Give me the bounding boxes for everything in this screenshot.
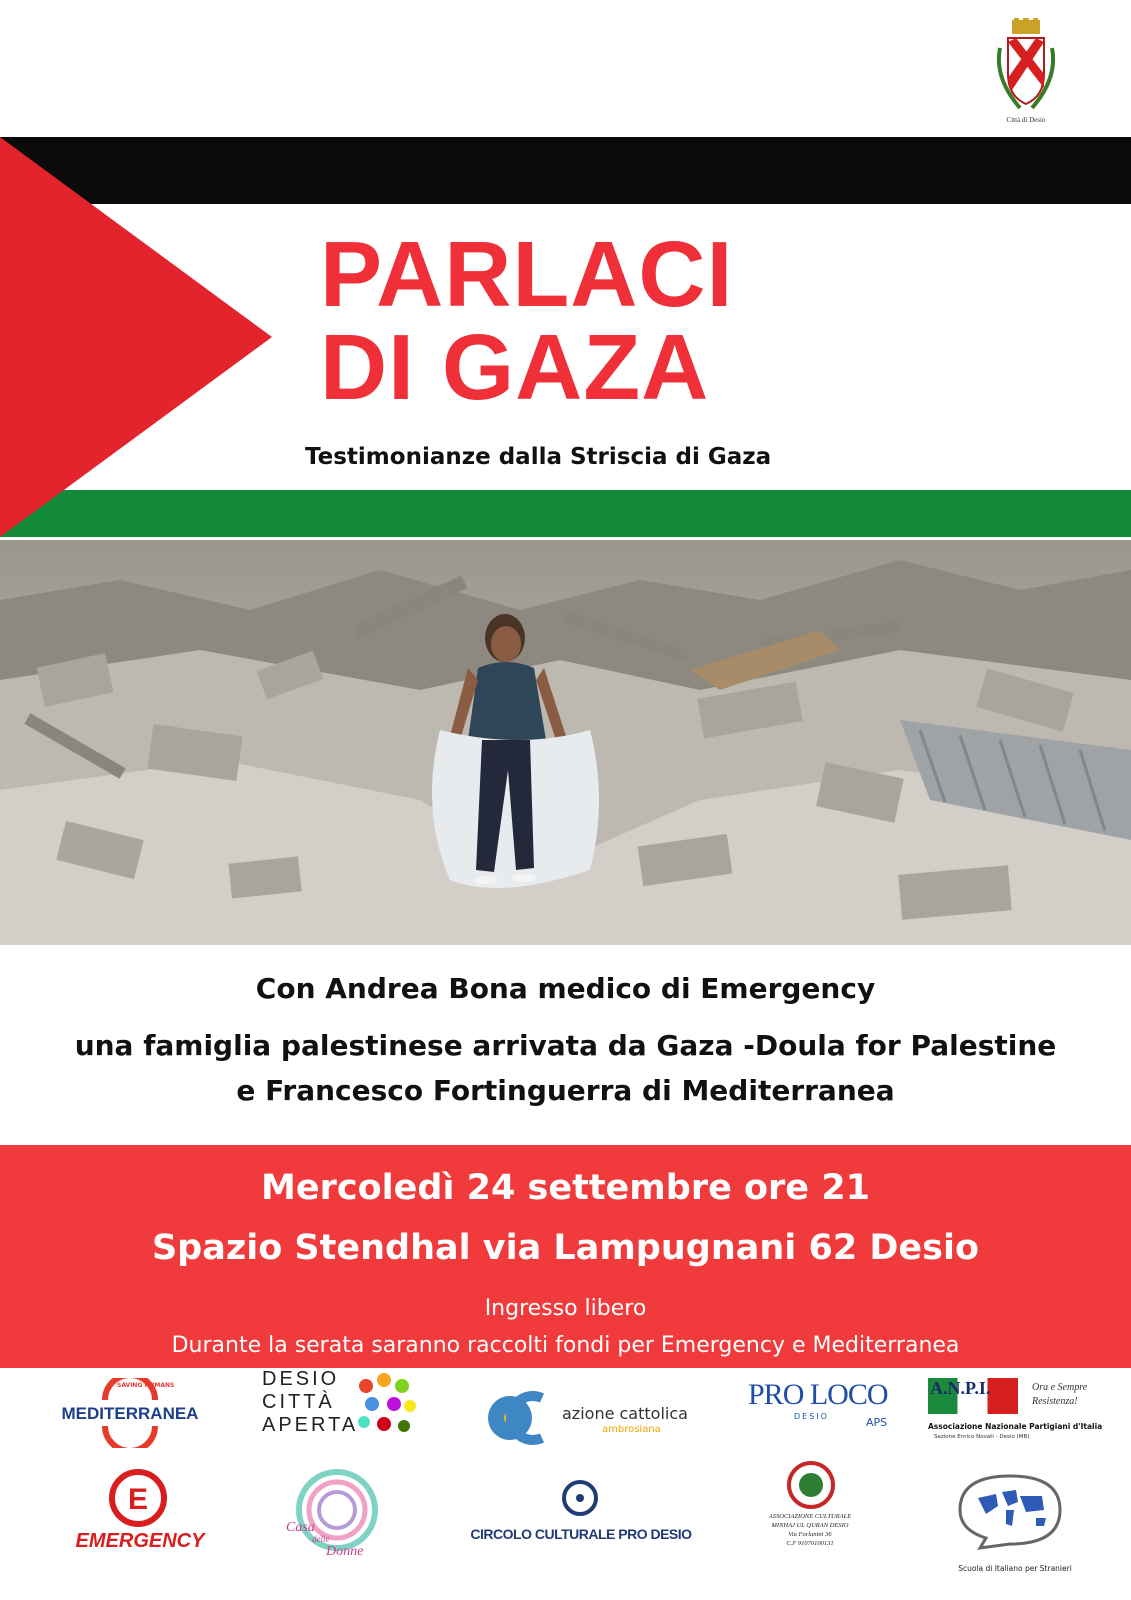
page-title <box>320 222 1040 419</box>
speakers-line-1: Con Andrea Bona medico di Emergency <box>255 972 876 1005</box>
speakers-line-3: e Francesco Fortinguerra di Mediterranea <box>236 1074 895 1107</box>
pro-loco-city: DESIO <box>794 1412 829 1421</box>
pro-loco-aps: APS <box>866 1416 888 1429</box>
rubble-photo-image <box>0 540 1131 945</box>
circolo-logo-icon <box>560 1478 600 1518</box>
sponsor-emergency <box>70 1468 210 1558</box>
emergency-mark: E <box>127 1483 149 1516</box>
event-entry: Ingresso libero <box>484 1296 647 1321</box>
azione-cattolica-icon <box>480 1378 560 1458</box>
casa-line-1: Casa <box>286 1520 315 1535</box>
emergency-name: EMERGENCY <box>75 1530 205 1552</box>
anpi-full-name: Associazione Nazionale Partigiani d'Italia <box>928 1422 1103 1431</box>
mediterranea-tagline: SAVING HUMANS <box>117 1382 175 1389</box>
world-map-icon <box>950 1470 1070 1550</box>
emergency-logo-icon <box>108 1468 168 1528</box>
anpi-section: Sezione Enrico Novati - Desio (MB) <box>934 1434 1030 1440</box>
sponsor-minhaj <box>750 1460 870 1580</box>
mediterranea-name: MEDITERRANEA <box>61 1404 199 1423</box>
sponsor-azione-cattolica <box>480 1378 690 1458</box>
azione-cattolica-sub: ambrosiana <box>602 1424 661 1435</box>
anpi-motto-1: Ora e Sempre <box>1032 1382 1088 1393</box>
rubble-photo <box>0 540 1131 945</box>
anpi-name: A.N.P.I. <box>930 1378 991 1398</box>
title-line-2: DI GAZA <box>320 315 710 419</box>
title-line-1: PARLACI <box>320 222 734 326</box>
speakers-block <box>0 966 1131 1113</box>
crest-icon <box>990 18 1062 116</box>
casa-line-3: Donne <box>326 1544 364 1559</box>
flag-red-triangle <box>0 137 272 537</box>
event-fundraising: Durante la serata saranno raccolti fondi per Emergency e Mediterranea <box>171 1333 960 1358</box>
hands-icon <box>354 1372 418 1444</box>
speakers-line-2: una famiglia palestinese arrivata da Gaza -Doula for Palestine <box>74 1029 1057 1062</box>
anpi-motto-2: Resistenza! <box>1032 1396 1078 1407</box>
minhaj-text: ASSOCIAZIONE CULTURALE MINHAJ UL QURAN DESIO Via Forlanini 36 C.F 91070100131 <box>768 1513 852 1547</box>
minhaj-logo-icon <box>786 1460 836 1510</box>
pro-loco-name: PRO LOCO <box>748 1378 888 1411</box>
sponsor-anpi <box>928 1378 1103 1454</box>
casa-line-2: delle <box>312 1534 330 1544</box>
city-crest <box>990 18 1062 130</box>
sponsor-circolo-culturale <box>466 1478 696 1548</box>
page-subtitle: Testimonianze dalla Striscia di Gaza <box>305 444 772 470</box>
sponsor-scuola-italiano <box>940 1470 1090 1580</box>
sponsor-desio-citta-aperta <box>262 1368 422 1456</box>
sponsor-pro-loco <box>748 1378 898 1438</box>
crest-label: Città di Desio <box>1006 116 1046 124</box>
sponsor-casa-delle-donne <box>282 1460 392 1578</box>
event-venue: Spazio Stendhal via Lampugnani 62 Desio <box>151 1228 980 1268</box>
event-date-time: Mercoledì 24 settembre ore 21 <box>261 1168 870 1208</box>
azione-cattolica-name: azione cattolica <box>562 1404 688 1423</box>
sponsor-mediterranea <box>55 1378 205 1448</box>
circolo-name: CIRCOLO CULTURALE PRO DESIO <box>470 1526 692 1542</box>
scuola-name: Scuola di Italiano per Stranieri <box>958 1564 1072 1573</box>
desio-text: DESIO CITTÀ APERTA <box>262 1368 359 1436</box>
